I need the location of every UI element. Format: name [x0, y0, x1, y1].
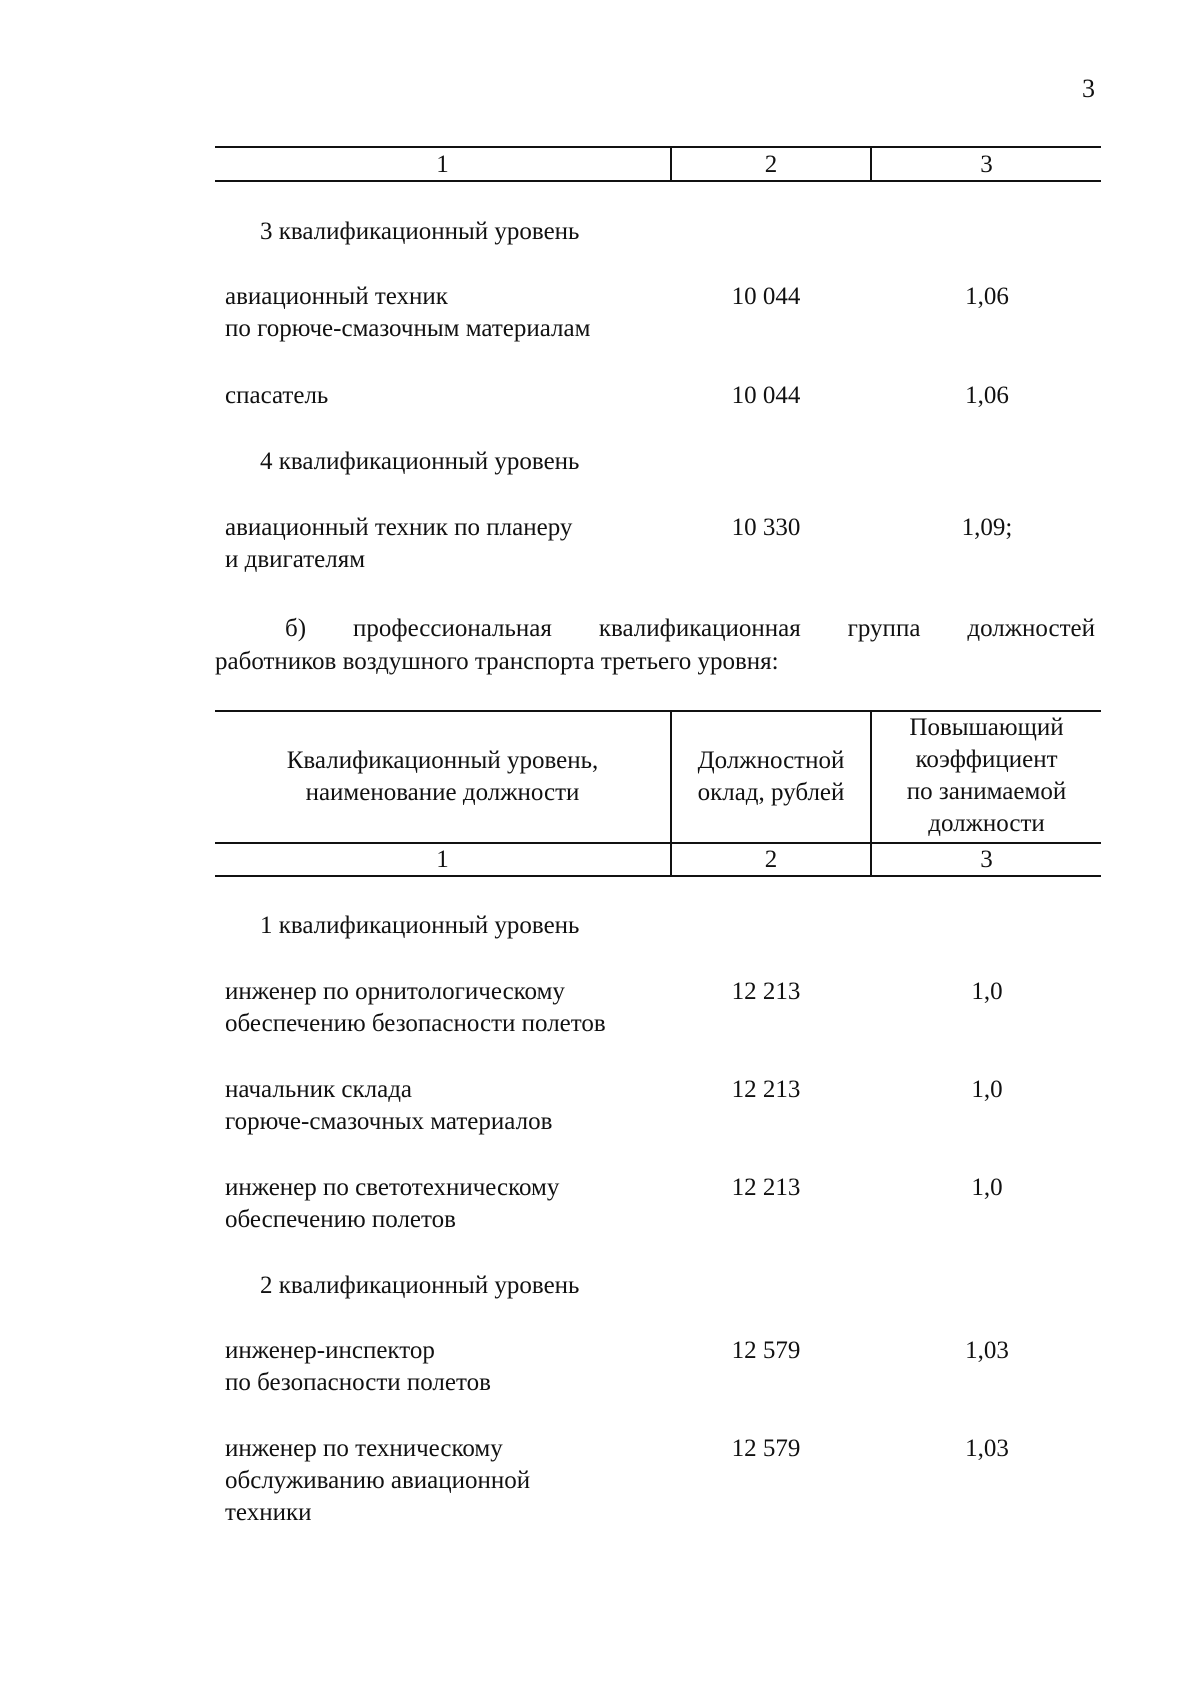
header-line: по занимаемой: [906, 778, 1067, 805]
position-name-line: техники: [225, 1499, 312, 1526]
position-name-line: инженер по техническому: [225, 1435, 503, 1462]
salary-value: 12 213: [731, 1076, 801, 1103]
salary-value: 12 213: [731, 1174, 801, 1201]
paragraph-line-2: работников воздушного транспорта третьего уровня:: [215, 648, 779, 675]
coefficient-value: 1,0: [971, 1174, 1003, 1201]
position-name-line: по горюче-смазочным материалам: [225, 315, 591, 342]
salary-value: 10 044: [731, 283, 801, 310]
qualification-level-heading: 1 квалификационный уровень: [260, 912, 580, 939]
position-name-line: авиационный техник: [225, 283, 448, 310]
table1-top-rule: [215, 146, 1101, 148]
header-line: должности: [928, 810, 1045, 837]
salary-value: 12 579: [731, 1435, 801, 1462]
header-salary: [672, 745, 870, 809]
qualification-level-heading: 2 квалификационный уровень: [260, 1272, 580, 1299]
coefficient-value: 1,03: [965, 1337, 1009, 1364]
position-name-line: обеспечению безопасности полетов: [225, 1010, 606, 1037]
position-name-line: обеспечению полетов: [225, 1206, 456, 1233]
position-name-line: инженер-инспектор: [225, 1337, 435, 1364]
qualification-level-heading: 4 квалификационный уровень: [260, 448, 580, 475]
table2-col-number-2: 2: [764, 846, 778, 873]
position-name-line: по безопасности полетов: [225, 1369, 491, 1396]
coefficient-value: 1,03: [965, 1435, 1009, 1462]
position-name-line: и двигателям: [225, 546, 366, 573]
coefficient-value: 1,0: [971, 1076, 1003, 1103]
salary-value: 10 044: [731, 382, 801, 409]
salary-value: 10 330: [731, 514, 801, 541]
page-number: 3: [1082, 74, 1095, 103]
table1-col-number-3: 3: [980, 151, 993, 178]
position-name-line: обслуживанию авиационной: [225, 1467, 531, 1494]
salary-value: 12 579: [731, 1337, 801, 1364]
position-name-line: спасатель: [225, 382, 329, 409]
table1-col-number-1: 1: [436, 151, 449, 178]
position-name-line: инженер по светотехническому: [225, 1174, 560, 1201]
header-qualification-level: [215, 745, 670, 809]
header-line: Повышающий: [909, 714, 1064, 741]
header-line: Должностной: [697, 747, 845, 774]
header-line: коэффициент: [915, 746, 1058, 773]
table1-col-number-2: 2: [764, 151, 778, 178]
table2-col-number-3: 3: [980, 846, 993, 873]
position-name-line: горюче-смазочных материалов: [225, 1108, 553, 1135]
position-name-line: инженер по орнитологическому: [225, 978, 565, 1005]
coefficient-value: 1,09;: [961, 514, 1013, 541]
position-name-line: авиационный техник по планеру: [225, 514, 573, 541]
coefficient-value: 1,06: [965, 382, 1009, 409]
coefficient-value: 1,0: [971, 978, 1003, 1005]
header-coefficient: [872, 712, 1101, 840]
header-line: оклад, рублей: [697, 779, 845, 806]
header-line: наименование должности: [305, 779, 580, 806]
coefficient-value: 1,06: [965, 283, 1009, 310]
position-name-line: начальник склада: [225, 1076, 413, 1103]
qualification-level-heading: 3 квалификационный уровень: [260, 218, 580, 245]
paragraph-line-1: б) профессиональная квалификационная группа должностей: [285, 615, 1095, 642]
section-paragraph: [215, 612, 1095, 678]
header-line: Квалификационный уровень,: [286, 747, 599, 774]
salary-value: 12 213: [731, 978, 801, 1005]
table2-col-number-1: 1: [436, 846, 449, 873]
